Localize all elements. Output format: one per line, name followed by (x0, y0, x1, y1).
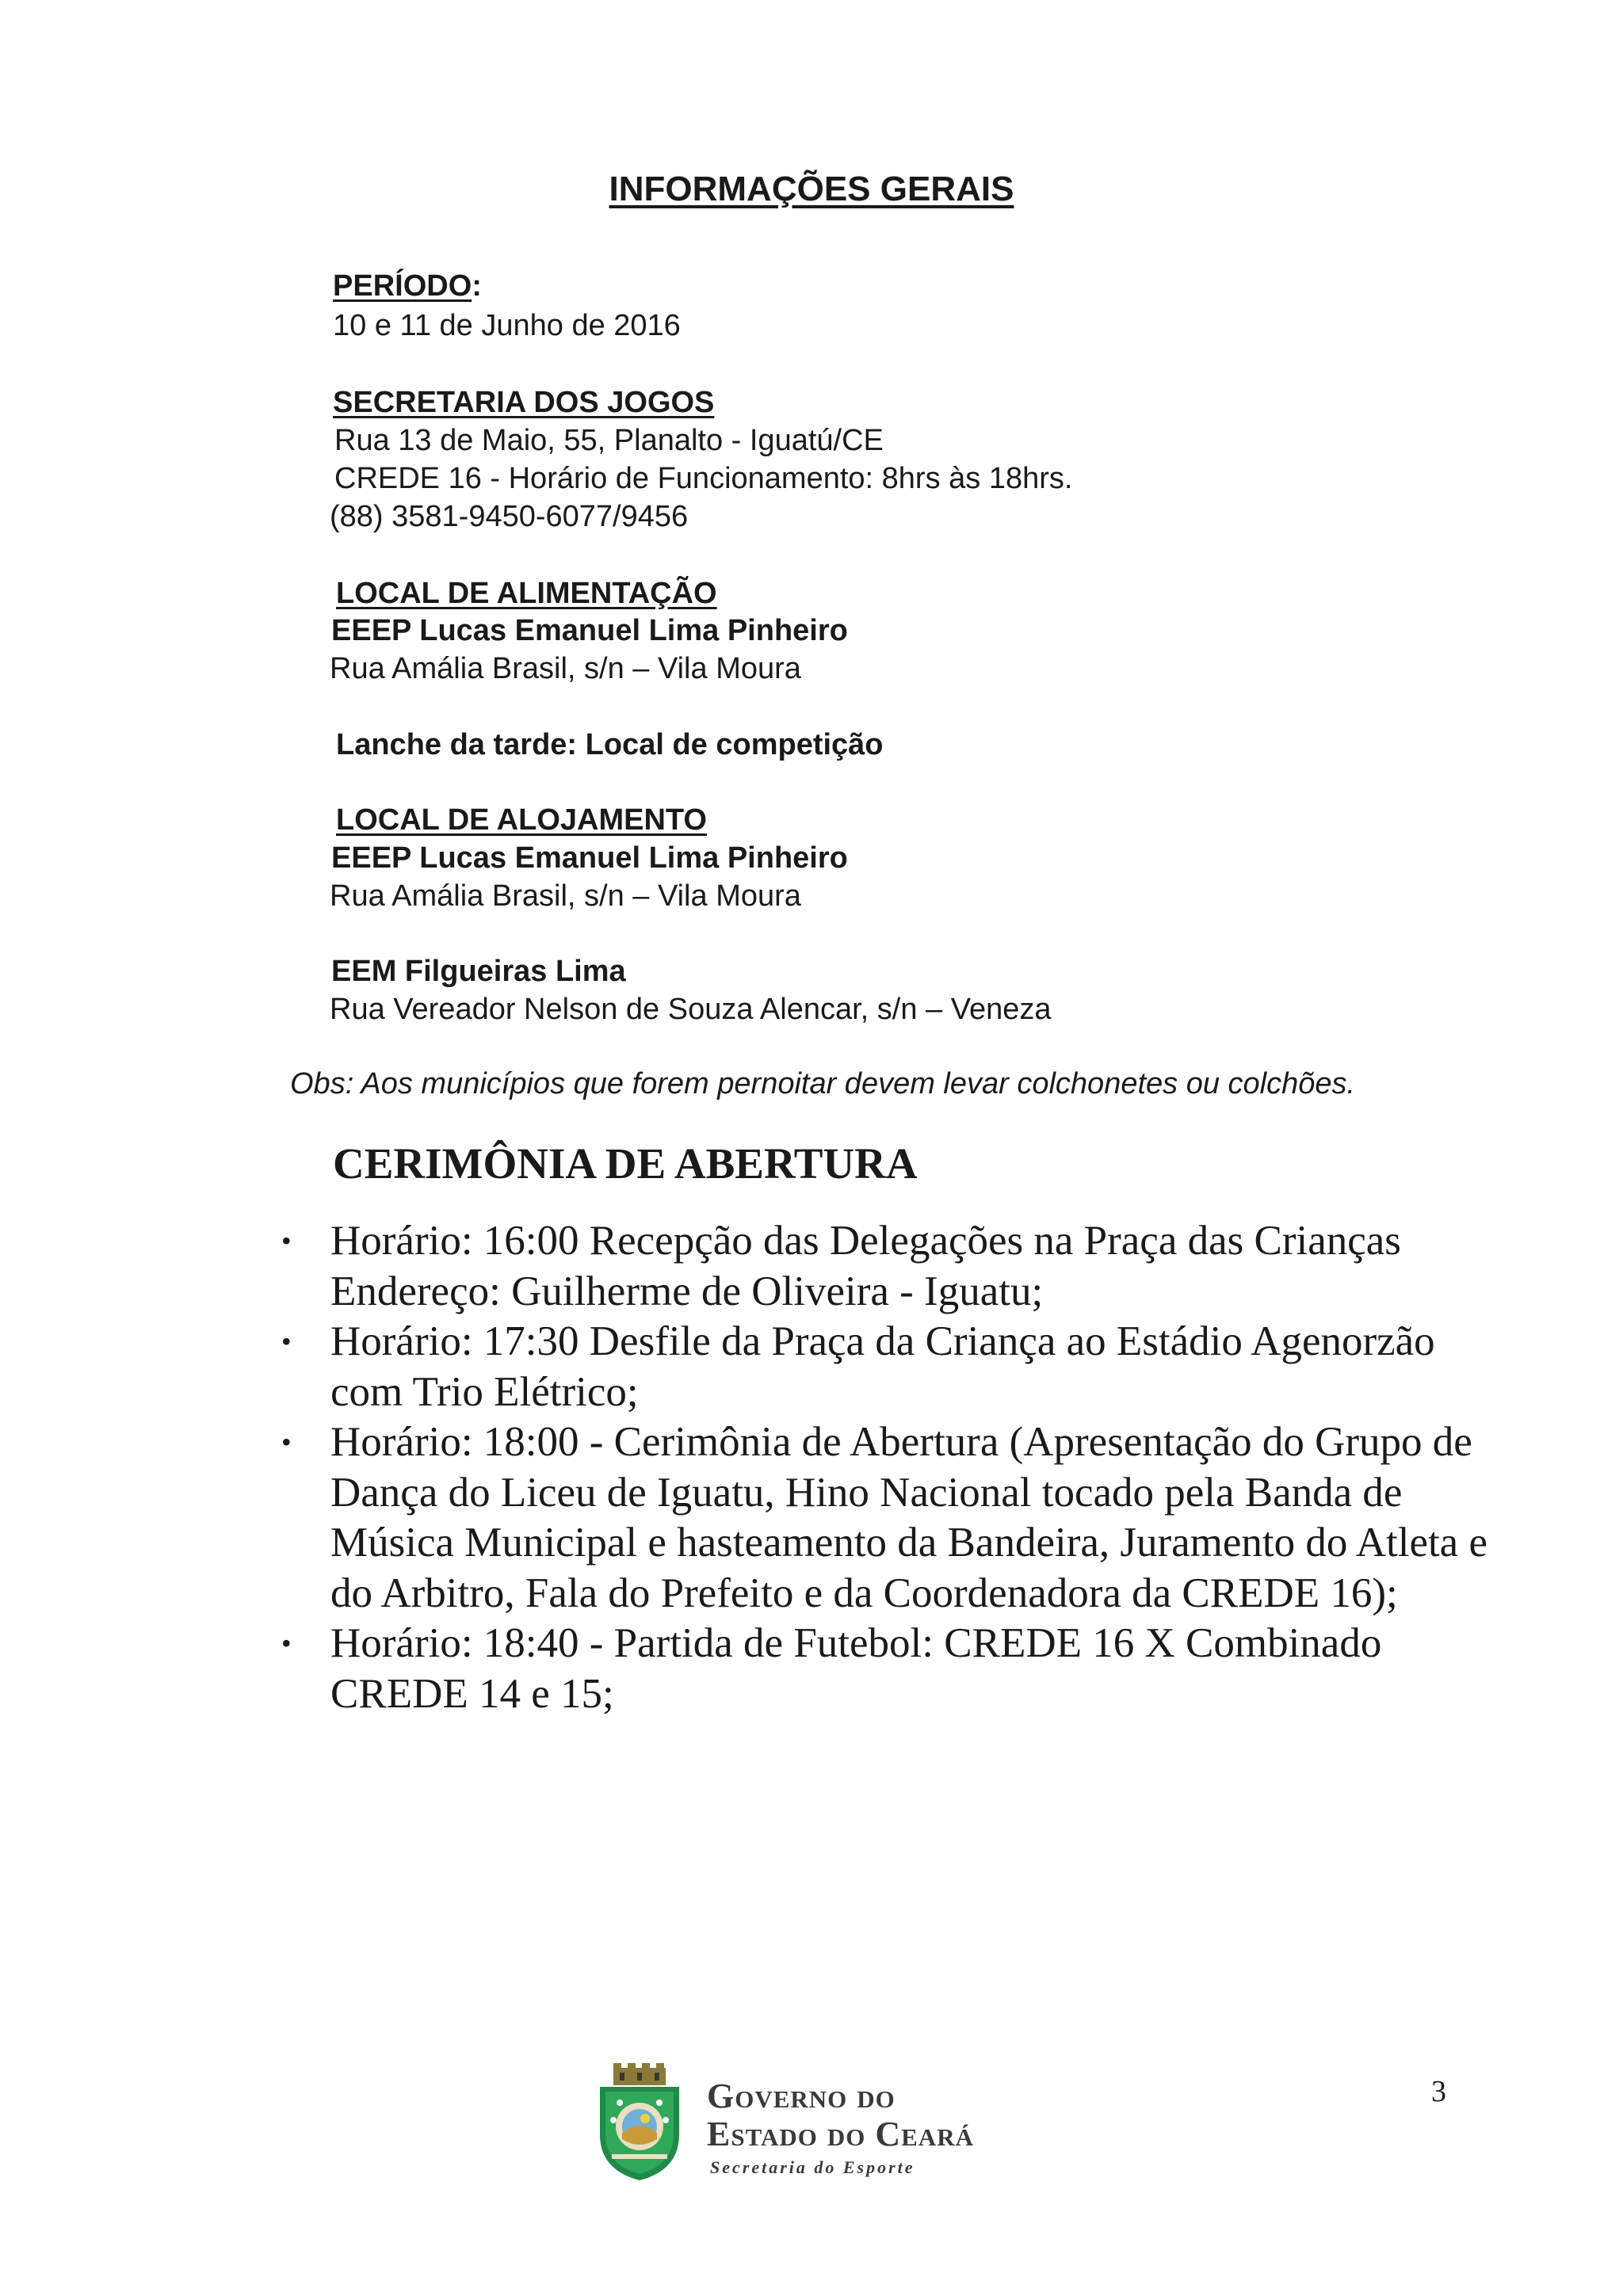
periodo-value: 10 e 11 de Junho de 2016 (333, 309, 681, 342)
brand-line-1: Governo do (707, 2077, 896, 2115)
secretaria-address: Rua 13 de Maio, 55, Planalto - Iguatú/CE (334, 424, 884, 457)
list-item: • Horário: 17:30 Desfile da Praça da Criança ao Estádio Agenorzão com Trio Elétrico; (281, 1317, 1518, 1417)
alojamento-heading: LOCAL DE ALOJAMENTO (336, 803, 707, 837)
alimentacao-address: Rua Amália Brasil, s/n – Vila Moura (330, 652, 801, 685)
secretaria-phone: (88) 3581-9450-6077/9456 (330, 500, 689, 533)
brand-line-3: Secretaria do Esporte (710, 2157, 915, 2177)
list-item: • Horário: 16:00 Recepção das Delegações na Praça das Crianças Endereço: Guilherme de Oliveira - Iguatu; (281, 1216, 1518, 1317)
cerimonia-list (281, 1216, 1518, 1719)
brand-line-2: Estado do Ceará (707, 2115, 974, 2153)
alojamento-name-1: EEEP Lucas Emanuel Lima Pinheiro (331, 841, 848, 875)
periodo-heading: PERÍODO (333, 269, 472, 303)
cerimonia-heading: CERIMÔNIA DE ABERTURA (333, 1139, 918, 1188)
alojamento-address-1: Rua Amália Brasil, s/n – Vila Moura (330, 879, 801, 913)
page-title: INFORMAÇÕES GERAIS (609, 170, 1014, 208)
alimentacao-heading: LOCAL DE ALIMENTAÇÃO (336, 577, 717, 610)
periodo-heading-wrap (333, 269, 482, 303)
coat-of-arms-icon (596, 2063, 683, 2182)
alimentacao-name: EEEP Lucas Emanuel Lima Pinheiro (331, 614, 848, 647)
list-item: • Horário: 18:40 - Partida de Futebol: CREDE 16 X Combinado CREDE 14 e 15; (281, 1619, 1518, 1719)
alojamento-address-2: Rua Vereador Nelson de Souza Alencar, s/n – Veneza (330, 993, 1052, 1026)
secretaria-heading: SECRETARIA DOS JOGOS (333, 386, 715, 419)
periodo-colon: : (472, 269, 482, 303)
page-number: 3 (1431, 2075, 1446, 2108)
secretaria-hours: CREDE 16 - Horário de Funcionamento: 8hrs às 18hrs. (334, 462, 1073, 495)
obs-note: Obs: Aos municípios que forem pernoitar devem levar colchonetes ou colchões. (290, 1067, 1356, 1100)
lanche-info: Lanche da tarde: Local de competição (336, 728, 884, 761)
alojamento-name-2: EEM Filgueiras Lima (331, 955, 626, 988)
list-item: • Horário: 18:00 - Cerimônia de Abertura (Apresentação do Grupo de Dança do Liceu de Iguatu, Hino Nacional tocado pela Banda de Música Municipal e hasteamento da Bandeira, Juramento do Atleta e do Arbitro, Fala do Prefeito e da Coordenadora da CREDE 16); (281, 1417, 1518, 1619)
